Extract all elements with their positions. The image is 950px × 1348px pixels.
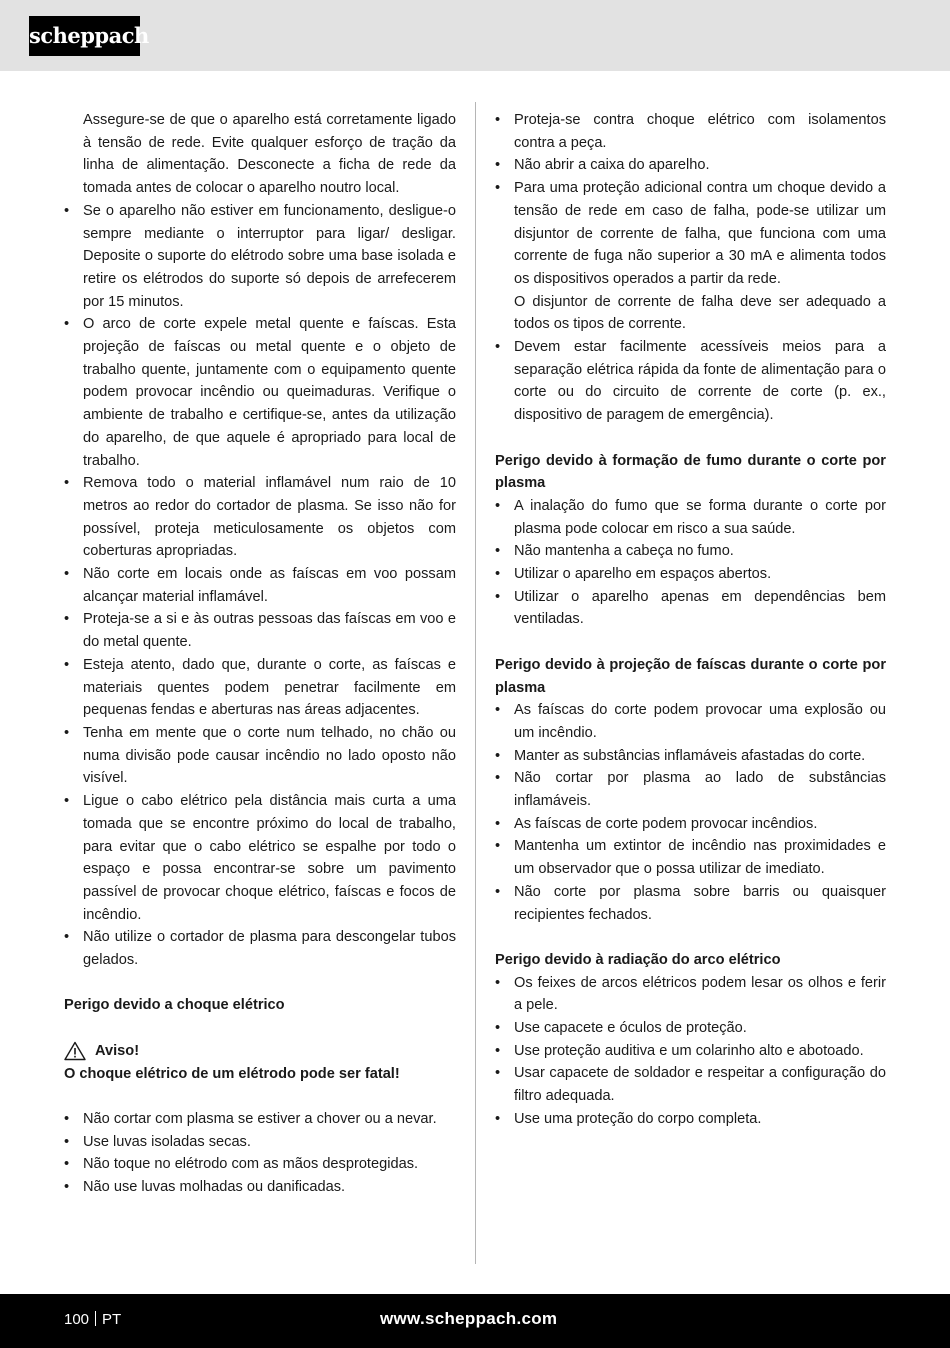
list-item	[495, 1108, 886, 1131]
bullet-icon: •	[64, 793, 70, 810]
list-item-text: Não toque no elétrodo com as mãos desprotegidas.	[83, 1156, 419, 1173]
bullet-icon: •	[495, 588, 501, 605]
bullet-icon: •	[64, 1110, 70, 1127]
list-item-text: Não use luvas molhadas ou danificadas.	[83, 1179, 346, 1195]
bullet-icon: •	[495, 838, 501, 855]
list-item	[64, 654, 456, 722]
intro-paragraph: Assegure-se de que o aparelho está corretamente ligado à tensão de rede. Evite qualquer esforço de tração da linha de alimentação. Desconecte a ficha de rede da tomada antes de colocar o aparelho noutro local.	[83, 112, 456, 197]
right-column	[495, 109, 886, 1131]
bullet-icon: •	[495, 702, 501, 719]
fumes-heading: Perigo devido à formação de fumo durante o corte por plasma	[495, 452, 886, 492]
list-item-text: Utilizar o aparelho apenas em dependências bem ventiladas.	[514, 588, 886, 628]
list-item	[495, 881, 886, 926]
list-item-text: Mantenha um extintor de incêndio nas proximidades e um observador que o possa utilizar de imediato.	[514, 838, 886, 878]
column-divider	[475, 102, 476, 1264]
bullet-icon: •	[64, 1156, 70, 1173]
arc-bullet-list	[495, 972, 886, 1131]
bullet-icon: •	[64, 475, 70, 492]
bullet-icon: •	[64, 202, 70, 219]
page-number-value: 100	[64, 1311, 90, 1328]
list-item	[64, 608, 456, 653]
list-item	[495, 109, 886, 154]
list-item	[495, 1040, 886, 1063]
list-item	[64, 1108, 456, 1131]
bullet-icon: •	[495, 974, 501, 991]
left-bullet-list	[64, 200, 456, 972]
list-item-text: Não corte por plasma sobre barris ou quaisquer recipientes fechados.	[514, 883, 886, 923]
bullet-icon: •	[495, 339, 501, 356]
list-item	[495, 972, 886, 1017]
bullet-icon: •	[495, 543, 501, 560]
warning-label: Aviso!	[95, 1042, 140, 1059]
list-item	[64, 926, 456, 971]
list-item-text: O arco de corte expele metal quente e faíscas. Esta projeção de faíscas ou metal quente e o objeto de trabalho quente, juntamente com o equipamento quente podem provocar incêndio ou queimaduras. Verifique o ambiente de trabalho e certifique-se, antes da utilização do aparelho, de que aquele é apropriado para local de trabalho.	[83, 316, 456, 469]
page-footer	[0, 1294, 950, 1348]
list-item	[495, 586, 886, 631]
list-item	[64, 200, 456, 314]
website-url: www.scheppach.com	[380, 1309, 558, 1328]
bullet-icon: •	[495, 157, 501, 174]
list-item-text: Para uma proteção adicional contra um choque devido a tensão de rede em caso de falha, pode-se utilizar um disjuntor de corrente de falha, que funciona com uma corrente de fuga não superior a 30 mA e alimenta todos os dispositivos operados a partir da rede.	[514, 180, 886, 287]
right-top-bullet-list-2	[495, 336, 886, 427]
bullet-icon: •	[64, 611, 70, 628]
list-item-text: Use capacete e óculos de proteção.	[514, 1020, 747, 1037]
list-item	[495, 1017, 886, 1040]
list-item	[64, 472, 456, 563]
list-item	[495, 767, 886, 812]
list-item	[64, 722, 456, 790]
list-item-text: A inalação do fumo que se forma durante o corte por plasma pode colocar em risco a sua saúde.	[514, 497, 886, 537]
bullet-icon: •	[495, 566, 501, 583]
bullet-icon: •	[64, 656, 70, 673]
bullet-icon: •	[495, 883, 501, 900]
bullet-icon: •	[495, 1110, 501, 1127]
fumes-bullet-list	[495, 495, 886, 631]
page-header	[0, 0, 950, 71]
page-separator	[95, 1311, 96, 1326]
list-item	[495, 495, 886, 540]
list-item	[495, 563, 886, 586]
list-item	[64, 1131, 456, 1154]
list-item-text: Use uma proteção do corpo completa.	[514, 1110, 762, 1127]
list-item-text: As faíscas de corte podem provocar incêndios.	[514, 815, 818, 832]
list-item	[495, 336, 886, 427]
list-item-text: Tenha em mente que o corte num telhado, no chão ou numa divisão pode causar incêndio no lado oposto não visível.	[83, 724, 456, 787]
shock-bullet-list	[64, 1108, 456, 1199]
list-item-text: Use proteção auditiva e um colarinho alto e abotoado.	[514, 1042, 864, 1059]
arc-heading: Perigo devido à radiação do arco elétrico	[495, 951, 781, 968]
bullet-icon: •	[495, 815, 501, 832]
bullet-icon: •	[495, 112, 501, 128]
language-code: PT	[102, 1311, 122, 1328]
list-item-text: Devem estar facilmente acessíveis meios para a separação elétrica rápida da fonte de alimentação para o corte ou do circuito de corrente de corte (p. ex., dispositivo de paragem de emergência).	[514, 339, 886, 424]
list-item	[64, 563, 456, 608]
bullet-icon: •	[495, 1020, 501, 1037]
bullet-icon: •	[495, 1042, 501, 1059]
list-item-text: Não abrir a caixa do aparelho.	[514, 157, 710, 174]
left-column	[64, 109, 456, 1199]
list-item-text: Se o aparelho não estiver em funcionamento, desligue-o sempre mediante o interruptor para ligar/ desligar. Deposite o suporte do elétrodo sobre uma base isolada e retire os elétrodos do suporte só depois de arrefecerem por 15 minutos.	[83, 202, 456, 310]
bullet-icon: •	[64, 724, 70, 741]
bullet-icon: •	[495, 1065, 501, 1082]
bullet-icon: •	[64, 1133, 70, 1150]
list-item-text: Esteja atento, dado que, durante o corte, as faíscas e materiais quentes podem penetrar facilmente em pequenas fendas e aberturas nas áreas adjacentes.	[83, 656, 456, 719]
list-item-text: Usar capacete de soldador e respeitar a configuração do filtro adequada.	[514, 1065, 886, 1105]
bullet-icon: •	[495, 180, 501, 197]
list-item	[495, 745, 886, 768]
rcd-note: O disjuntor de corrente de falha deve ser adequado a todos os tipos de corrente.	[514, 293, 886, 333]
warning-triangle-icon	[64, 1041, 86, 1061]
list-item	[64, 790, 456, 926]
page-number	[64, 1310, 121, 1330]
list-item-text: Ligue o cabo elétrico pela distância mais curta a uma tomada que se encontre próximo do local de trabalho, para evitar que o cabo elétrico se espalhe por todo o espaço e possa encontrar-se sobre um pavimento passível de provocar choque elétrico, faíscas e focos de incêndio.	[83, 793, 456, 923]
list-item	[64, 1176, 456, 1199]
list-item-text: Não cortar com plasma se estiver a chover ou a nevar.	[83, 1110, 437, 1127]
list-item-text: Não utilize o cortador de plasma para descongelar tubos gelados.	[83, 929, 456, 969]
list-item-text: Remova todo o material inflamável num raio de 10 metros ao redor do cortador de plasma. Se isso não for possível, proteja meticulosamente os objetos com coberturas apropriadas.	[83, 475, 456, 560]
scheppach-logo: scheppach	[29, 16, 140, 56]
list-item-text: Não cortar por plasma ao lado de substâncias inflamáveis.	[514, 770, 886, 810]
list-item-text: Use luvas isoladas secas.	[83, 1133, 251, 1150]
list-item	[495, 813, 886, 836]
list-item-text: Utilizar o aparelho em espaços abertos.	[514, 566, 772, 583]
bullet-icon: •	[64, 316, 70, 333]
list-item-text: Não corte em locais onde as faíscas em voo possam alcançar material inflamável.	[83, 566, 456, 605]
bullet-icon: •	[64, 929, 70, 946]
list-item	[495, 835, 886, 880]
bullet-icon: •	[495, 770, 501, 787]
list-item	[64, 313, 456, 472]
bullet-icon: •	[64, 566, 70, 583]
list-item	[495, 699, 886, 744]
shock-heading: Perigo devido a choque elétrico	[64, 997, 285, 1014]
list-item	[495, 1062, 886, 1107]
list-item	[495, 177, 886, 291]
bullet-icon: •	[64, 1179, 70, 1195]
list-item	[64, 1153, 456, 1176]
list-item-text: Proteja-se a si e às outras pessoas das faíscas em voo e do metal quente.	[83, 611, 456, 651]
list-item-text: Manter as substâncias inflamáveis afastadas do corte.	[514, 747, 866, 764]
list-item-text: As faíscas do corte podem provocar uma explosão ou um incêndio.	[514, 702, 886, 741]
right-top-bullet-list	[495, 109, 886, 291]
list-item	[495, 540, 886, 563]
warning-text: O choque elétrico de um elétrodo pode ser fatal!	[64, 1065, 400, 1082]
warning-line	[64, 1040, 456, 1063]
bullet-icon: •	[495, 747, 501, 764]
bullet-icon: •	[495, 497, 501, 514]
list-item	[495, 154, 886, 177]
list-item-text: Os feixes de arcos elétricos podem lesar os olhos e ferir a pele.	[514, 974, 886, 1014]
sparks-heading: Perigo devido à projeção de faíscas durante o corte por plasma	[495, 656, 886, 696]
list-item-text: Não mantenha a cabeça no fumo.	[514, 543, 734, 560]
list-item-text: Proteja-se contra choque elétrico com isolamentos contra a peça.	[514, 112, 886, 151]
sparks-bullet-list	[495, 699, 886, 926]
